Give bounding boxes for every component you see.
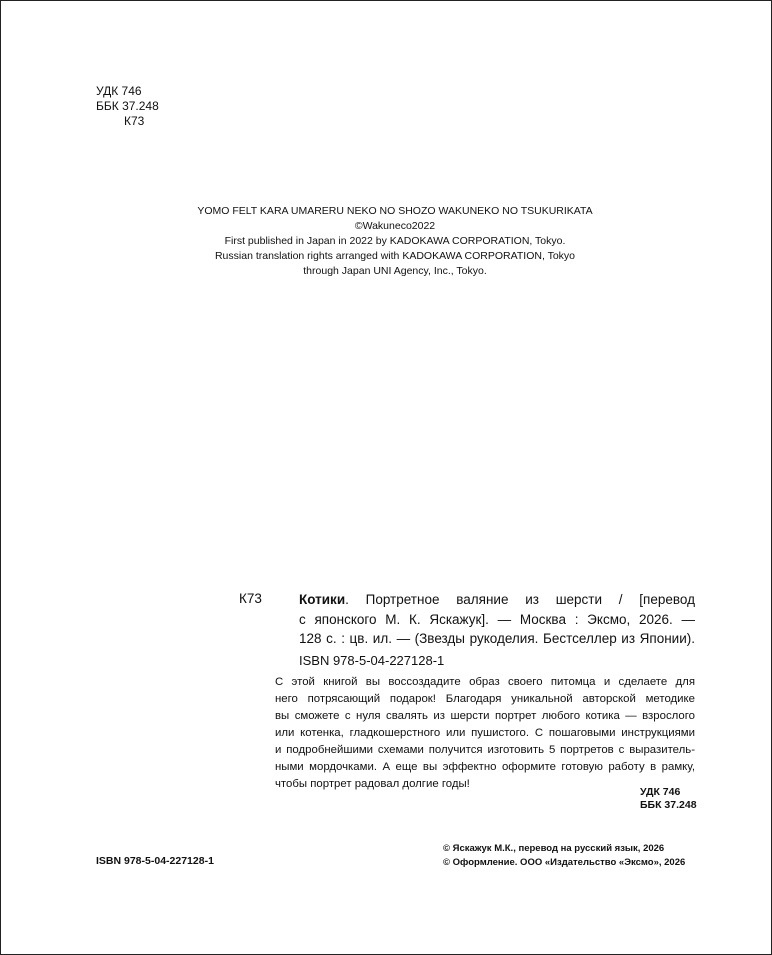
bbk-code: ББК 37.248 (96, 99, 159, 113)
original-title: YOMO FELT KARA UMARERU NEKO NO SHOZO WAKUNEKO NO TSUKURIKATA (197, 205, 593, 217)
classification-block (96, 84, 159, 129)
agency-line: through Japan UNI Agency, Inc., Tokyo. (303, 265, 487, 277)
translation-copyright: © Яскажук М.К., перевод на русский язык, 2026 (443, 843, 665, 854)
rights-notice (150, 204, 640, 279)
book-title: Котики (299, 592, 346, 607)
annotation-line: или котенка, гладкошерстного или пушистого. С пошаговыми инструкциями (275, 727, 695, 739)
bbk-code-bottom: ББК 37.248 (640, 799, 697, 811)
isbn-bottom: ISBN 978-5-04-227128-1 (96, 855, 214, 867)
classification-bottom (640, 786, 697, 812)
book-subtitle: . Портретное валяние из шерсти / [перевод (345, 592, 695, 607)
isbn-record: ISBN 978-5-04-227128-1 (299, 653, 445, 668)
bibliographic-record (299, 590, 695, 649)
annotation-line: ными мордочками. А еще вы эффектно оформите готовую работу в рамку, (275, 761, 695, 773)
author-mark-biblio: К73 (239, 591, 262, 606)
copyright-block (443, 842, 685, 870)
translation-rights-line: Russian translation rights arranged with KADOKAWA CORPORATION, Tokyo (214, 250, 576, 262)
biblio-line-3: 128 с. : цв. ил. — (Звезды рукоделия. Бестселлер из Японии). (299, 631, 695, 646)
author-mark: К73 (124, 114, 145, 128)
annotation-line: и подробнейшими схемами получится изготовить 5 портретов с выразитель- (275, 744, 695, 756)
annotation-line: вы сможете с нуля свалять из шерсти портрет любого котика — взрослого (275, 710, 695, 722)
biblio-line-1 (299, 590, 695, 610)
annotation-line: чтобы портрет радовал долгие годы! (275, 778, 470, 790)
annotation (275, 674, 695, 793)
first-published-line: First published in Japan in 2022 by KADOKAWA CORPORATION, Tokyo. (224, 235, 566, 247)
annotation-line: С этой книгой вы воссоздадите образ своего питомца и сделаете для (275, 676, 695, 688)
udk-code-bottom: УДК 746 (640, 786, 681, 798)
original-copyright: ©Wakuneco2022 (354, 220, 436, 232)
annotation-line: него потрясающий подарок! Благодаря уникальной авторской методике (275, 693, 695, 705)
biblio-line-2: с японского М. К. Яскажук]. — Москва : Эксмо, 2026. — (299, 611, 695, 627)
udk-code: УДК 746 (96, 84, 142, 98)
design-copyright: © Оформление. ООО «Издательство «Эксмо», 2026 (443, 857, 686, 868)
